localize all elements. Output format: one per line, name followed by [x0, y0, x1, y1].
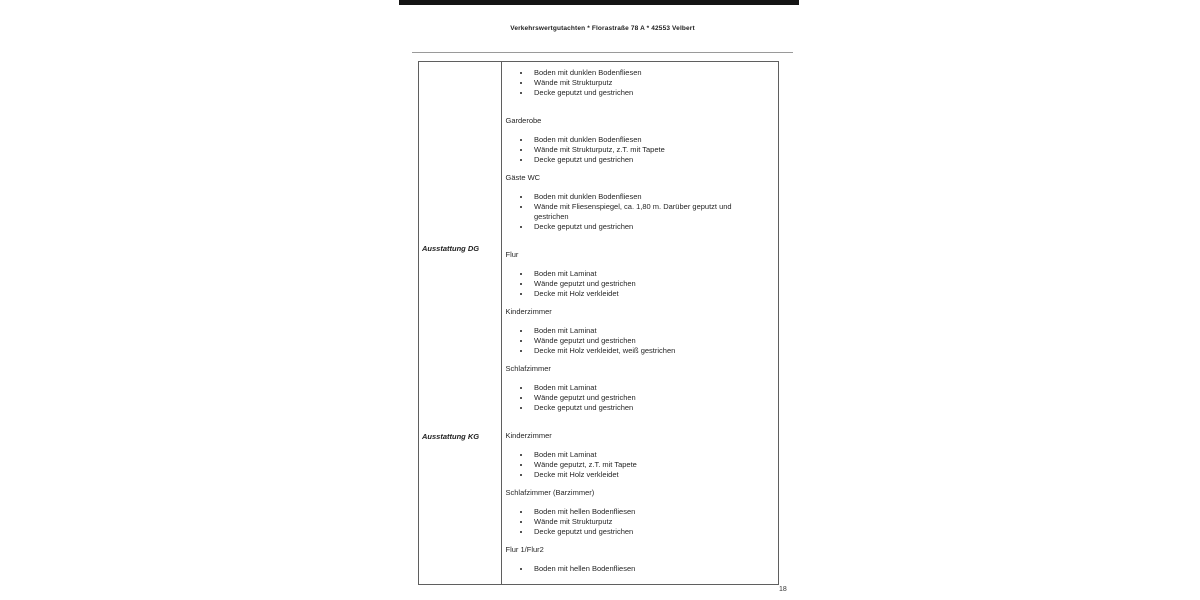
bullet-item: Wände mit Fliesenspiegel, ca. 1,80 m. Darüber geputzt und gestrichen: [502, 202, 764, 222]
bullet-item: Boden mit Laminat: [502, 326, 764, 336]
bullet-item: Boden mit hellen Bodenfliesen: [502, 507, 764, 517]
bullet-item: Decke mit Holz verkleidet: [502, 289, 764, 299]
section-heading-flur-1-flur2: Flur 1/Flur2: [505, 545, 544, 554]
scan-edge-bar: [399, 0, 799, 5]
bullet-item: Boden mit hellen Bodenfliesen: [502, 564, 764, 574]
bullet-item: Decke geputzt und gestrichen: [502, 403, 764, 413]
bullet-item: Boden mit dunklen Bodenfliesen: [502, 68, 764, 78]
bullet-item: Boden mit Laminat: [502, 450, 764, 460]
table-content-column: [502, 62, 778, 584]
section-heading-kinderzimmer-kg: Kinderzimmer: [505, 431, 552, 440]
bullet-item: Boden mit dunklen Bodenfliesen: [502, 135, 764, 145]
section-heading-schlafzimmer-dg: Schlafzimmer: [505, 364, 551, 373]
bullet-item: Wände mit Strukturputz: [502, 517, 764, 527]
section-heading-garderobe: Garderobe: [505, 116, 542, 125]
bullet-item: Decke geputzt und gestrichen: [502, 88, 764, 98]
section-heading-kinderzimmer-dg: Kinderzimmer: [505, 307, 552, 316]
bullet-item: Wände mit Strukturputz: [502, 78, 764, 88]
section-heading-gaeste-wc: Gäste WC: [505, 173, 541, 182]
bullet-item: Wände geputzt und gestrichen: [502, 393, 764, 403]
table-label-column: [419, 62, 502, 584]
bullet-item: Wände geputzt und gestrichen: [502, 336, 764, 346]
bullet-item: Decke geputzt und gestrichen: [502, 155, 764, 165]
bullet-list: [502, 135, 764, 165]
row-label-ausstattung-dg: Ausstattung DG: [422, 244, 480, 253]
bullet-list: [502, 269, 764, 299]
bullet-item: Decke mit Holz verkleidet: [502, 470, 764, 480]
bullet-item: Wände geputzt, z.T. mit Tapete: [502, 460, 764, 470]
bullet-item: Boden mit Laminat: [502, 269, 764, 279]
bullet-list: [502, 507, 764, 537]
ausstattung-table: [418, 61, 779, 585]
bullet-item: Decke geputzt und gestrichen: [502, 527, 764, 537]
bullet-list: [502, 68, 764, 98]
bullet-item: Wände geputzt und gestrichen: [502, 279, 764, 289]
row-label-ausstattung-kg: Ausstattung KG: [422, 432, 480, 441]
bullet-item: Boden mit Laminat: [502, 383, 764, 393]
page-number: 18: [779, 586, 787, 593]
document-header-title: Verkehrswertgutachten * Florastraße 78 A * 42553 Velbert: [510, 25, 695, 32]
header-divider-rule: [412, 52, 793, 53]
bullet-list: [502, 326, 764, 356]
section-heading-schlafzimmer-barzimmer: Schlafzimmer (Barzimmer): [505, 488, 595, 497]
bullet-item: Decke geputzt und gestrichen: [502, 222, 764, 232]
bullet-item: Decke mit Holz verkleidet, weiß gestrichen: [502, 346, 764, 356]
bullet-list: [502, 450, 764, 480]
section-heading-flur: Flur: [505, 250, 519, 259]
bullet-list: [502, 383, 764, 413]
bullet-item: Wände mit Strukturputz, z.T. mit Tapete: [502, 145, 764, 155]
bullet-list: [502, 564, 764, 574]
bullet-list: [502, 192, 764, 232]
bullet-item: Boden mit dunklen Bodenfliesen: [502, 192, 764, 202]
